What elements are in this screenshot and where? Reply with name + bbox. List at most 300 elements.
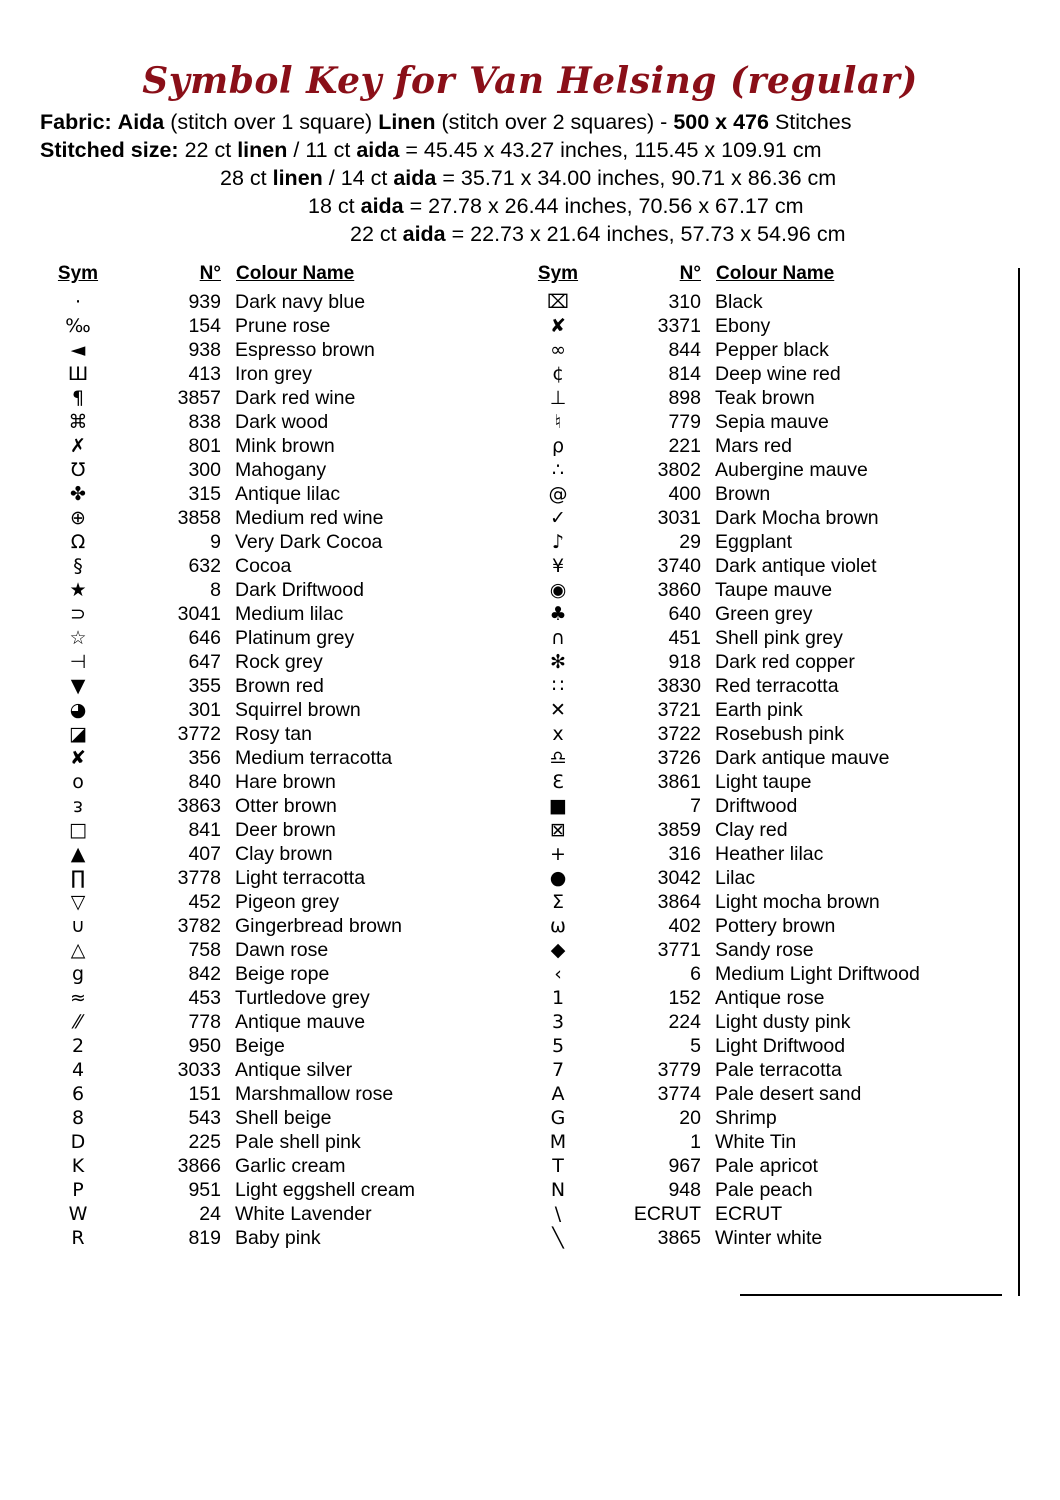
size-count-4: 22 ct <box>350 222 397 246</box>
colour-symbol: ℧ <box>70 459 86 481</box>
colour-number: 646 <box>188 627 221 649</box>
table-row <box>520 1106 990 1130</box>
colour-number: 3740 <box>657 555 701 577</box>
colour-name: Light Driftwood <box>715 1035 846 1057</box>
colour-name: Clay brown <box>235 843 333 865</box>
table-row <box>40 1226 510 1250</box>
colour-number: 316 <box>668 843 701 865</box>
colour-name: ECRUT <box>715 1203 783 1225</box>
colour-symbol: ✘ <box>550 315 566 337</box>
colour-symbol: 4 <box>71 1059 85 1081</box>
table-row <box>520 890 990 914</box>
colour-symbol: ⊣ <box>69 651 87 673</box>
table-row <box>520 1010 990 1034</box>
table-row <box>520 674 990 698</box>
colour-number: 20 <box>679 1107 701 1129</box>
colour-name: Beige <box>235 1035 285 1057</box>
colour-name: Dark wood <box>235 411 329 433</box>
colour-number: 3802 <box>657 459 701 481</box>
colour-name: White Lavender <box>235 1203 372 1225</box>
colour-name: Dark red wine <box>235 387 356 409</box>
table-row <box>40 386 510 410</box>
table-row <box>520 506 990 530</box>
colour-name: Dark antique violet <box>715 555 877 577</box>
table-row <box>40 914 510 938</box>
colour-number: 3779 <box>657 1059 701 1081</box>
left-column-block <box>40 262 510 1250</box>
colour-name: Heather lilac <box>715 843 824 865</box>
colour-symbol: 7 <box>551 1059 565 1081</box>
table-row <box>520 626 990 650</box>
colour-number: 819 <box>188 1227 221 1249</box>
table-row <box>520 1154 990 1178</box>
colour-symbol: ≈ <box>70 987 86 1009</box>
colour-name: Red terracotta <box>715 675 839 697</box>
table-row <box>520 602 990 626</box>
table-row <box>520 1178 990 1202</box>
colour-number: 3863 <box>177 795 221 817</box>
table-row <box>520 458 990 482</box>
title-prefix: Symbol Key for <box>142 60 455 102</box>
colour-number: 841 <box>188 819 221 841</box>
table-row <box>40 290 510 314</box>
colour-symbol: ᴈ <box>72 795 84 817</box>
colour-number: 3031 <box>657 507 701 529</box>
table-row <box>40 1202 510 1226</box>
colour-number: 801 <box>188 435 221 457</box>
colour-symbol: ‰ <box>65 315 91 337</box>
colour-symbol: ▼ <box>70 675 86 697</box>
colour-number: 948 <box>668 1179 701 1201</box>
colour-number: 225 <box>188 1131 221 1153</box>
table-row <box>40 746 510 770</box>
colour-number: 3774 <box>657 1083 701 1105</box>
colour-name: Shell pink grey <box>715 627 843 649</box>
colour-number: 355 <box>188 675 221 697</box>
colour-symbol: 1 <box>551 987 565 1009</box>
colour-symbol: ⊃ <box>70 603 86 625</box>
table-row <box>520 386 990 410</box>
colour-number: 543 <box>188 1107 221 1129</box>
colour-symbol: ⊥ <box>549 387 567 409</box>
colour-symbol: ∷ <box>551 675 565 697</box>
size-count2-1: 11 ct <box>305 138 351 162</box>
table-row <box>520 290 990 314</box>
colour-name: Garlic cream <box>235 1155 346 1177</box>
colour-symbol: ★ <box>69 579 87 601</box>
table-row <box>40 770 510 794</box>
colour-number: 3864 <box>657 891 701 913</box>
colour-number: 778 <box>188 1011 221 1033</box>
table-row <box>40 1058 510 1082</box>
table-row <box>40 626 510 650</box>
colour-name: Baby pink <box>235 1227 321 1249</box>
colour-name: Dark Mocha brown <box>715 507 879 529</box>
colour-number: 3371 <box>657 315 701 337</box>
colour-number: 3866 <box>177 1155 221 1177</box>
colour-symbol: ∞ <box>550 339 566 361</box>
colour-symbol: ♎ <box>549 747 567 769</box>
header-sym: Sym <box>537 263 579 284</box>
colour-symbol: ⌧ <box>547 291 569 313</box>
colour-number: 840 <box>188 771 221 793</box>
table-row <box>520 746 990 770</box>
colour-number: 3778 <box>177 867 221 889</box>
colour-number: 29 <box>679 531 701 553</box>
colour-number: 838 <box>188 411 221 433</box>
chart-frame-bottom-border <box>740 1294 1002 1296</box>
table-row <box>520 434 990 458</box>
colour-number: 3721 <box>657 699 701 721</box>
colour-symbol: ∩ <box>551 627 565 649</box>
colour-symbol: ✘ <box>70 747 86 769</box>
colour-number: 301 <box>188 699 221 721</box>
size-value-1: 45.45 x 43.27 inches, 115.45 x 109.91 cm <box>423 138 822 162</box>
table-row <box>520 698 990 722</box>
colour-name: Pale terracotta <box>715 1059 842 1081</box>
colour-number: 3830 <box>657 675 701 697</box>
colour-symbol: + <box>550 843 566 865</box>
table-row <box>520 578 990 602</box>
colour-number: 938 <box>188 339 221 361</box>
colour-number: 452 <box>188 891 221 913</box>
colour-number: 3861 <box>657 771 701 793</box>
colour-number: 3771 <box>657 939 701 961</box>
table-row <box>520 818 990 842</box>
colour-symbol: o <box>72 771 84 793</box>
colour-symbol: \ <box>554 1203 562 1225</box>
colour-symbol: · <box>74 291 82 313</box>
size-eq-2: = <box>442 166 455 190</box>
colour-symbol: P <box>72 1179 84 1201</box>
header-num: N° <box>679 263 701 284</box>
size-count-1: 22 ct <box>184 138 232 162</box>
colour-symbol: 6 <box>71 1083 85 1105</box>
colour-number: 315 <box>188 483 221 505</box>
colour-symbol: ♮ <box>554 411 562 433</box>
colour-symbol: ω <box>550 915 566 937</box>
colour-number: ECRUT <box>633 1203 701 1225</box>
colour-name: Antique rose <box>715 987 825 1009</box>
colour-name: Mahogany <box>235 459 327 481</box>
colour-name: Medium terracotta <box>235 747 393 769</box>
colour-symbol: W <box>68 1203 88 1225</box>
colour-name: Medium lilac <box>235 603 344 625</box>
colour-symbol: ✻ <box>550 651 566 673</box>
colour-name: Sepia mauve <box>715 411 829 433</box>
colour-number: 221 <box>668 435 701 457</box>
colour-number: 5 <box>690 1035 701 1057</box>
colour-symbol: ⌘ <box>68 411 88 433</box>
size-fabric2-1: aida <box>356 138 400 162</box>
colour-symbol: ▲ <box>70 843 86 865</box>
colour-symbol: ▽ <box>70 891 86 913</box>
colour-symbol: ∏ <box>70 867 86 889</box>
colour-symbol: ╲ <box>552 1227 564 1249</box>
size-count-2: 28 ct <box>220 166 267 190</box>
colour-name: Marshmallow rose <box>235 1083 394 1105</box>
size-fabric2-2: aida <box>393 166 437 190</box>
colour-number: 3865 <box>657 1227 701 1249</box>
colour-symbol: ♣ <box>549 603 567 625</box>
colour-number: 967 <box>668 1155 701 1177</box>
colour-number: 407 <box>188 843 221 865</box>
table-row <box>520 482 990 506</box>
stitched-size-line-3 <box>40 192 1020 220</box>
colour-number: 300 <box>188 459 221 481</box>
fabric-info <box>40 108 1020 248</box>
colour-name: Dark antique mauve <box>715 747 890 769</box>
size-fabric-2: linen <box>272 166 323 190</box>
colour-name: Earth pink <box>715 699 803 721</box>
colour-number: 451 <box>668 627 701 649</box>
colour-number: 400 <box>668 483 701 505</box>
colour-name: Platinum grey <box>235 627 355 649</box>
colour-name: Dark navy blue <box>235 291 366 313</box>
table-row <box>40 314 510 338</box>
colour-name: Green grey <box>715 603 813 625</box>
stitched-size-line-2 <box>40 164 1020 192</box>
table-row <box>40 650 510 674</box>
colour-name: Antique silver <box>235 1059 353 1081</box>
table-row <box>520 1034 990 1058</box>
colour-name: Light eggshell cream <box>235 1179 415 1201</box>
colour-name: Eggplant <box>715 531 792 553</box>
colour-number: 151 <box>188 1083 221 1105</box>
colour-number: 3858 <box>177 507 221 529</box>
aida-label: Aida <box>117 110 165 134</box>
size-sep-1: / <box>293 138 300 162</box>
fabric-label: Fabric: <box>40 110 112 134</box>
size-eq-3: = <box>409 194 423 218</box>
colour-symbol: ☆ <box>69 627 87 649</box>
colour-number: 224 <box>668 1011 701 1033</box>
table-row <box>520 722 990 746</box>
colour-number: 3857 <box>177 387 221 409</box>
colour-number: 152 <box>668 987 701 1009</box>
colour-symbol: ● <box>549 867 567 889</box>
table-row <box>520 914 990 938</box>
colour-name: Pale desert sand <box>715 1083 862 1105</box>
colour-symbol: ✗ <box>70 435 86 457</box>
table-row <box>40 698 510 722</box>
left-symbol-table <box>40 262 510 1250</box>
page-title <box>40 60 1020 102</box>
colour-number: 3033 <box>177 1059 221 1081</box>
table-row <box>40 938 510 962</box>
size-count2-2: 14 ct <box>340 166 388 190</box>
size-value-4: 22.73 x 21.64 inches, 57.73 x 54.96 cm <box>470 222 846 246</box>
colour-symbol: R <box>71 1227 85 1249</box>
table-row <box>40 890 510 914</box>
colour-number: 3772 <box>177 723 221 745</box>
colour-name: Mars red <box>715 435 792 457</box>
table-row <box>520 938 990 962</box>
colour-name: Black <box>715 291 763 313</box>
table-row <box>40 794 510 818</box>
colour-name: Very Dark Cocoa <box>235 531 383 553</box>
colour-number: 3722 <box>657 723 701 745</box>
colour-number: 779 <box>668 411 701 433</box>
table-row <box>520 650 990 674</box>
colour-number: 898 <box>668 387 701 409</box>
colour-symbol: ✕ <box>550 699 566 721</box>
colour-name: Lilac <box>715 867 756 889</box>
table-row <box>40 722 510 746</box>
colour-symbol: Ш <box>67 363 89 385</box>
colour-symbol: ρ <box>551 435 565 457</box>
colour-name: Shrimp <box>715 1107 777 1129</box>
table-row <box>520 362 990 386</box>
colour-number: 647 <box>188 651 221 673</box>
colour-name: Pottery brown <box>715 915 836 937</box>
table-row <box>40 506 510 530</box>
size-fabric-1: linen <box>237 138 288 162</box>
table-row <box>40 1034 510 1058</box>
colour-symbol: ◪ <box>69 723 87 745</box>
colour-number: 3041 <box>177 603 221 625</box>
table-row <box>520 794 990 818</box>
colour-symbol: x <box>552 723 564 745</box>
colour-number: 758 <box>188 939 221 961</box>
table-row <box>40 1154 510 1178</box>
colour-name: Otter brown <box>235 795 337 817</box>
colour-name: Beige rope <box>235 963 330 985</box>
colour-number: 7 <box>690 795 701 817</box>
table-row <box>40 578 510 602</box>
colour-symbol: 3 <box>551 1011 565 1033</box>
colour-number: 402 <box>668 915 701 937</box>
table-row <box>40 1178 510 1202</box>
colour-name: White Tin <box>715 1131 797 1153</box>
colour-symbol: § <box>73 555 83 577</box>
table-row <box>520 338 990 362</box>
colour-name: Sandy rose <box>715 939 814 961</box>
colour-number: 310 <box>668 291 701 313</box>
header-name: Colour Name <box>236 263 355 284</box>
table-row <box>40 602 510 626</box>
header-name: Colour Name <box>716 263 835 284</box>
header-num: N° <box>199 263 221 284</box>
size-fabric-4: aida <box>402 222 446 246</box>
aida-note: (stitch over 1 square) <box>170 110 373 134</box>
colour-number: 9 <box>210 531 221 553</box>
table-row <box>520 770 990 794</box>
colour-symbol: ✓ <box>550 507 566 529</box>
colour-name: Pale apricot <box>715 1155 818 1177</box>
right-symbol-table <box>520 262 990 1250</box>
colour-name: Pepper black <box>715 339 829 361</box>
table-row <box>520 1202 990 1226</box>
table-row <box>40 338 510 362</box>
table-row <box>40 674 510 698</box>
stitches-word: Stitches <box>774 110 852 134</box>
colour-symbol: G <box>550 1107 566 1129</box>
table-row <box>520 530 990 554</box>
table-row <box>40 818 510 842</box>
colour-name: Light taupe <box>715 771 812 793</box>
table-row <box>520 866 990 890</box>
colour-symbol: ¶ <box>71 387 85 409</box>
table-header-row <box>40 262 510 290</box>
colour-name: Hare brown <box>235 771 336 793</box>
size-eq-1: = <box>405 138 418 162</box>
colour-name: Rosebush pink <box>715 723 844 745</box>
symbol-tables <box>40 262 1020 1250</box>
table-row <box>40 866 510 890</box>
colour-number: 632 <box>188 555 221 577</box>
table-row <box>40 1106 510 1130</box>
colour-number: 3042 <box>657 867 701 889</box>
table-row <box>520 1130 990 1154</box>
size-eq-4: = <box>451 222 465 246</box>
colour-name: Pale peach <box>715 1179 813 1201</box>
size-value-2: 35.71 x 34.00 inches, 90.71 x 86.36 cm <box>460 166 837 190</box>
stitch-count: 500 x 476 <box>673 110 769 134</box>
table-row <box>40 1082 510 1106</box>
colour-name: Aubergine mauve <box>715 459 868 481</box>
colour-number: 453 <box>188 987 221 1009</box>
colour-name: Teak brown <box>715 387 815 409</box>
title-pattern-name: Van Helsing (regular) <box>468 60 918 102</box>
table-row <box>40 362 510 386</box>
colour-number: 413 <box>188 363 221 385</box>
colour-name: Deep wine red <box>715 363 841 385</box>
linen-note: (stitch over 2 squares) - <box>441 110 668 134</box>
colour-name: Squirrel brown <box>235 699 361 721</box>
colour-number: 640 <box>668 603 701 625</box>
colour-name: Dawn rose <box>235 939 329 961</box>
colour-name: Dark Driftwood <box>235 579 364 601</box>
colour-symbol: ◄ <box>70 339 86 361</box>
table-row <box>40 554 510 578</box>
colour-symbol: ♪ <box>551 531 565 553</box>
table-row <box>40 410 510 434</box>
colour-name: Taupe mauve <box>715 579 833 601</box>
table-row <box>520 410 990 434</box>
colour-number: 6 <box>690 963 701 985</box>
colour-symbol: ∪ <box>71 915 85 937</box>
colour-symbol: ◉ <box>549 579 567 601</box>
colour-symbol: 2 <box>71 1035 85 1057</box>
colour-symbol: ◕ <box>69 699 87 721</box>
colour-number: 918 <box>668 651 701 673</box>
colour-name: Pale shell pink <box>235 1131 361 1153</box>
table-row <box>40 962 510 986</box>
colour-symbol: K <box>71 1155 85 1177</box>
colour-symbol: A <box>551 1083 565 1105</box>
colour-number: 154 <box>188 315 221 337</box>
colour-name: Pigeon grey <box>235 891 340 913</box>
table-row <box>40 842 510 866</box>
stitched-size-line-4 <box>40 220 1020 248</box>
colour-number: 951 <box>188 1179 221 1201</box>
colour-symbol: @ <box>548 483 568 505</box>
colour-name: Medium red wine <box>235 507 384 529</box>
colour-number: 950 <box>188 1035 221 1057</box>
colour-number: 24 <box>199 1203 221 1225</box>
colour-symbol: ◆ <box>550 939 566 961</box>
colour-symbol: g <box>71 963 85 985</box>
colour-name: Rock grey <box>235 651 323 673</box>
colour-name: Mink brown <box>235 435 335 457</box>
colour-symbol: Ɛ <box>552 771 564 793</box>
colour-name: Brown <box>715 483 771 505</box>
colour-number: 939 <box>188 291 221 313</box>
colour-symbol: ‹ <box>554 963 562 985</box>
colour-symbol: D <box>70 1131 86 1153</box>
colour-symbol: ✤ <box>70 483 86 505</box>
